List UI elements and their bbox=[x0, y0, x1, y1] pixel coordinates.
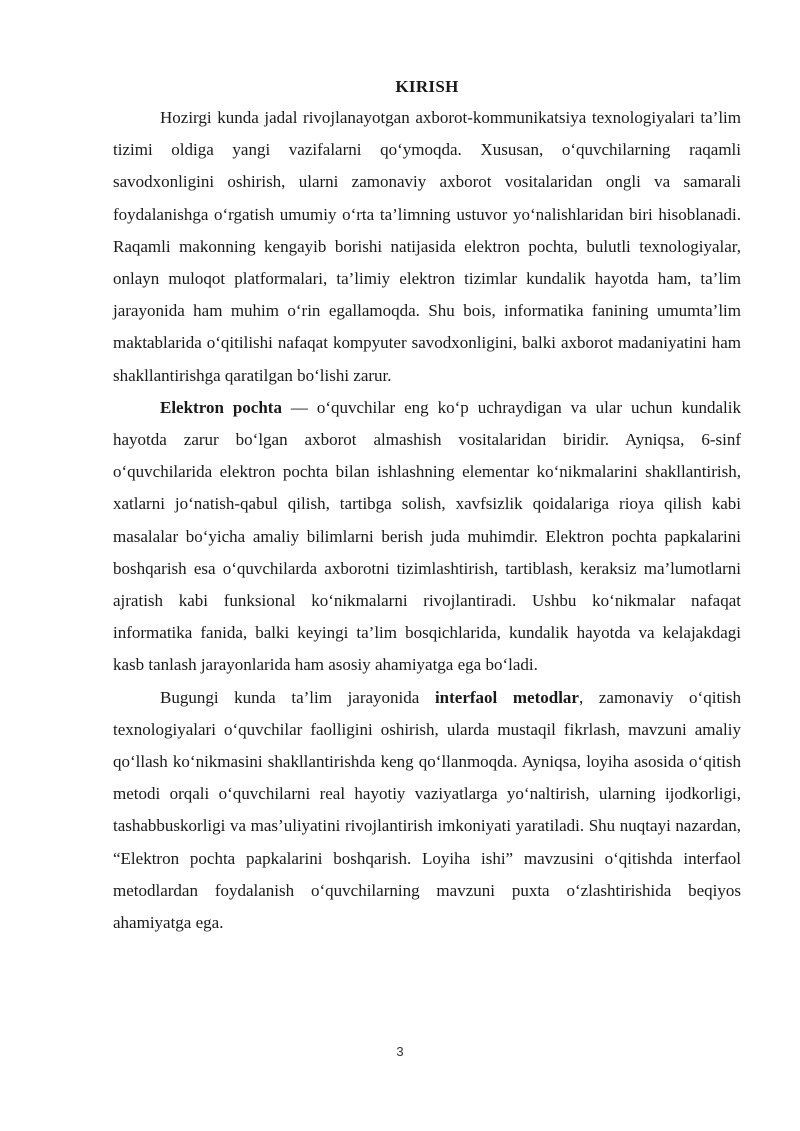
bold-term-interactive-methods: interfaol metodlar bbox=[434, 687, 579, 707]
page-number: 3 bbox=[396, 1044, 404, 1059]
section-heading: KIRISH bbox=[395, 77, 459, 96]
intro-paragraph bbox=[113, 102, 741, 392]
paragraph-text: , zamonaviy o‘qitish texnologiyalari o‘quvchilar faolligini oshirish, ularda mustaqil fikrlash, mavzuni amaliy qo‘llash ko‘nikmasini shakllantirishda keng qo‘llanmoqda. Ayniqsa, loyiha asosida o‘qitish metodi orqali o‘quvchilarni real hayotiy vaziyatlarga yo‘naltirish, ularning ijodkorligi, tashabbuskorligi va mas’uliyatini rivojlantirish imkoniyati yaratiladi. Shu nuqtayi nazardan, “Elektron pochta papkalarini boshqarish. Loyiha ishi” mavzusini o‘qitishda interfaol metodlardan foydalanish o‘quvchilarning mavzuni puxta o‘zlashtirishida beqiyos ahamiyatga ega. bbox=[113, 687, 742, 933]
paragraph-text: Hozirgi kunda jadal rivojlanayotgan axborot-kommunikatsiya texnologiyalari ta’lim tizimi oldiga yangi vazifalarni qo‘ymoqda. Xususan, o‘quvchilarning raqamli savodxonligini oshirish, ularni zamonaviy axborot vositalaridan ongli va samarali foydalanishga o‘rgatish umumiy o‘rta ta’limning ustuvor yo‘nalishlaridan biri hisoblanadi. Raqamli makonning kengayib borishi natijasida elektron pochta, bulutli texnologiyalar, onlayn muloqot platformalari, ta’limiy elektron tizimlar kundalik hayotda ham, ta’lim jarayonida ham muhim o‘rin egallamoqda. Shu bois, informatika fanining umumta’lim maktablarida o‘qitilishi nafaqat kompyuter savodxonligini, balki axborot madaniyatini ham shakllantirishga qaratilgan bo‘lishi zarur. bbox=[113, 108, 741, 385]
page-content bbox=[113, 72, 741, 939]
email-paragraph bbox=[113, 392, 741, 682]
paragraph-lead: Bugungi kunda ta’lim jarayonida bbox=[160, 687, 435, 707]
paragraph-text: — o‘quvchilar eng ko‘p uchraydigan va ular uchun kundalik hayotda zarur bo‘lgan axborot almashish vositalaridan biridir. Ayniqsa, 6-sinf o‘quvchilarida elektron pochta bilan ishlashning elementar ko‘nikmalarini shakllantirish, xatlarni jo‘natish-qabul qilish, tartibga solish, xavfsizlik qoidalariga rioya qilish kabi masalalar bo‘yicha amaliy bilimlarni berish juda muhimdir. Elektron pochta papkalarini boshqarish esa o‘quvchilarda axborotni tizimlashtirish, tartiblash, keraksiz ma’lumotlarni ajratish kabi funksional ko‘nikmalarni rivojlantiradi. Ushbu ko‘nikmalar nafaqat informatika fanida, balki keyingi ta’lim bosqichlarida, kundalik hayotda va kelajakdagi kasb tanlash jarayonlarida ham asosiy ahamiyatga ega bo‘ladi. bbox=[113, 397, 741, 675]
methods-paragraph bbox=[113, 682, 741, 940]
bold-term-email: Elektron pochta bbox=[160, 397, 282, 417]
